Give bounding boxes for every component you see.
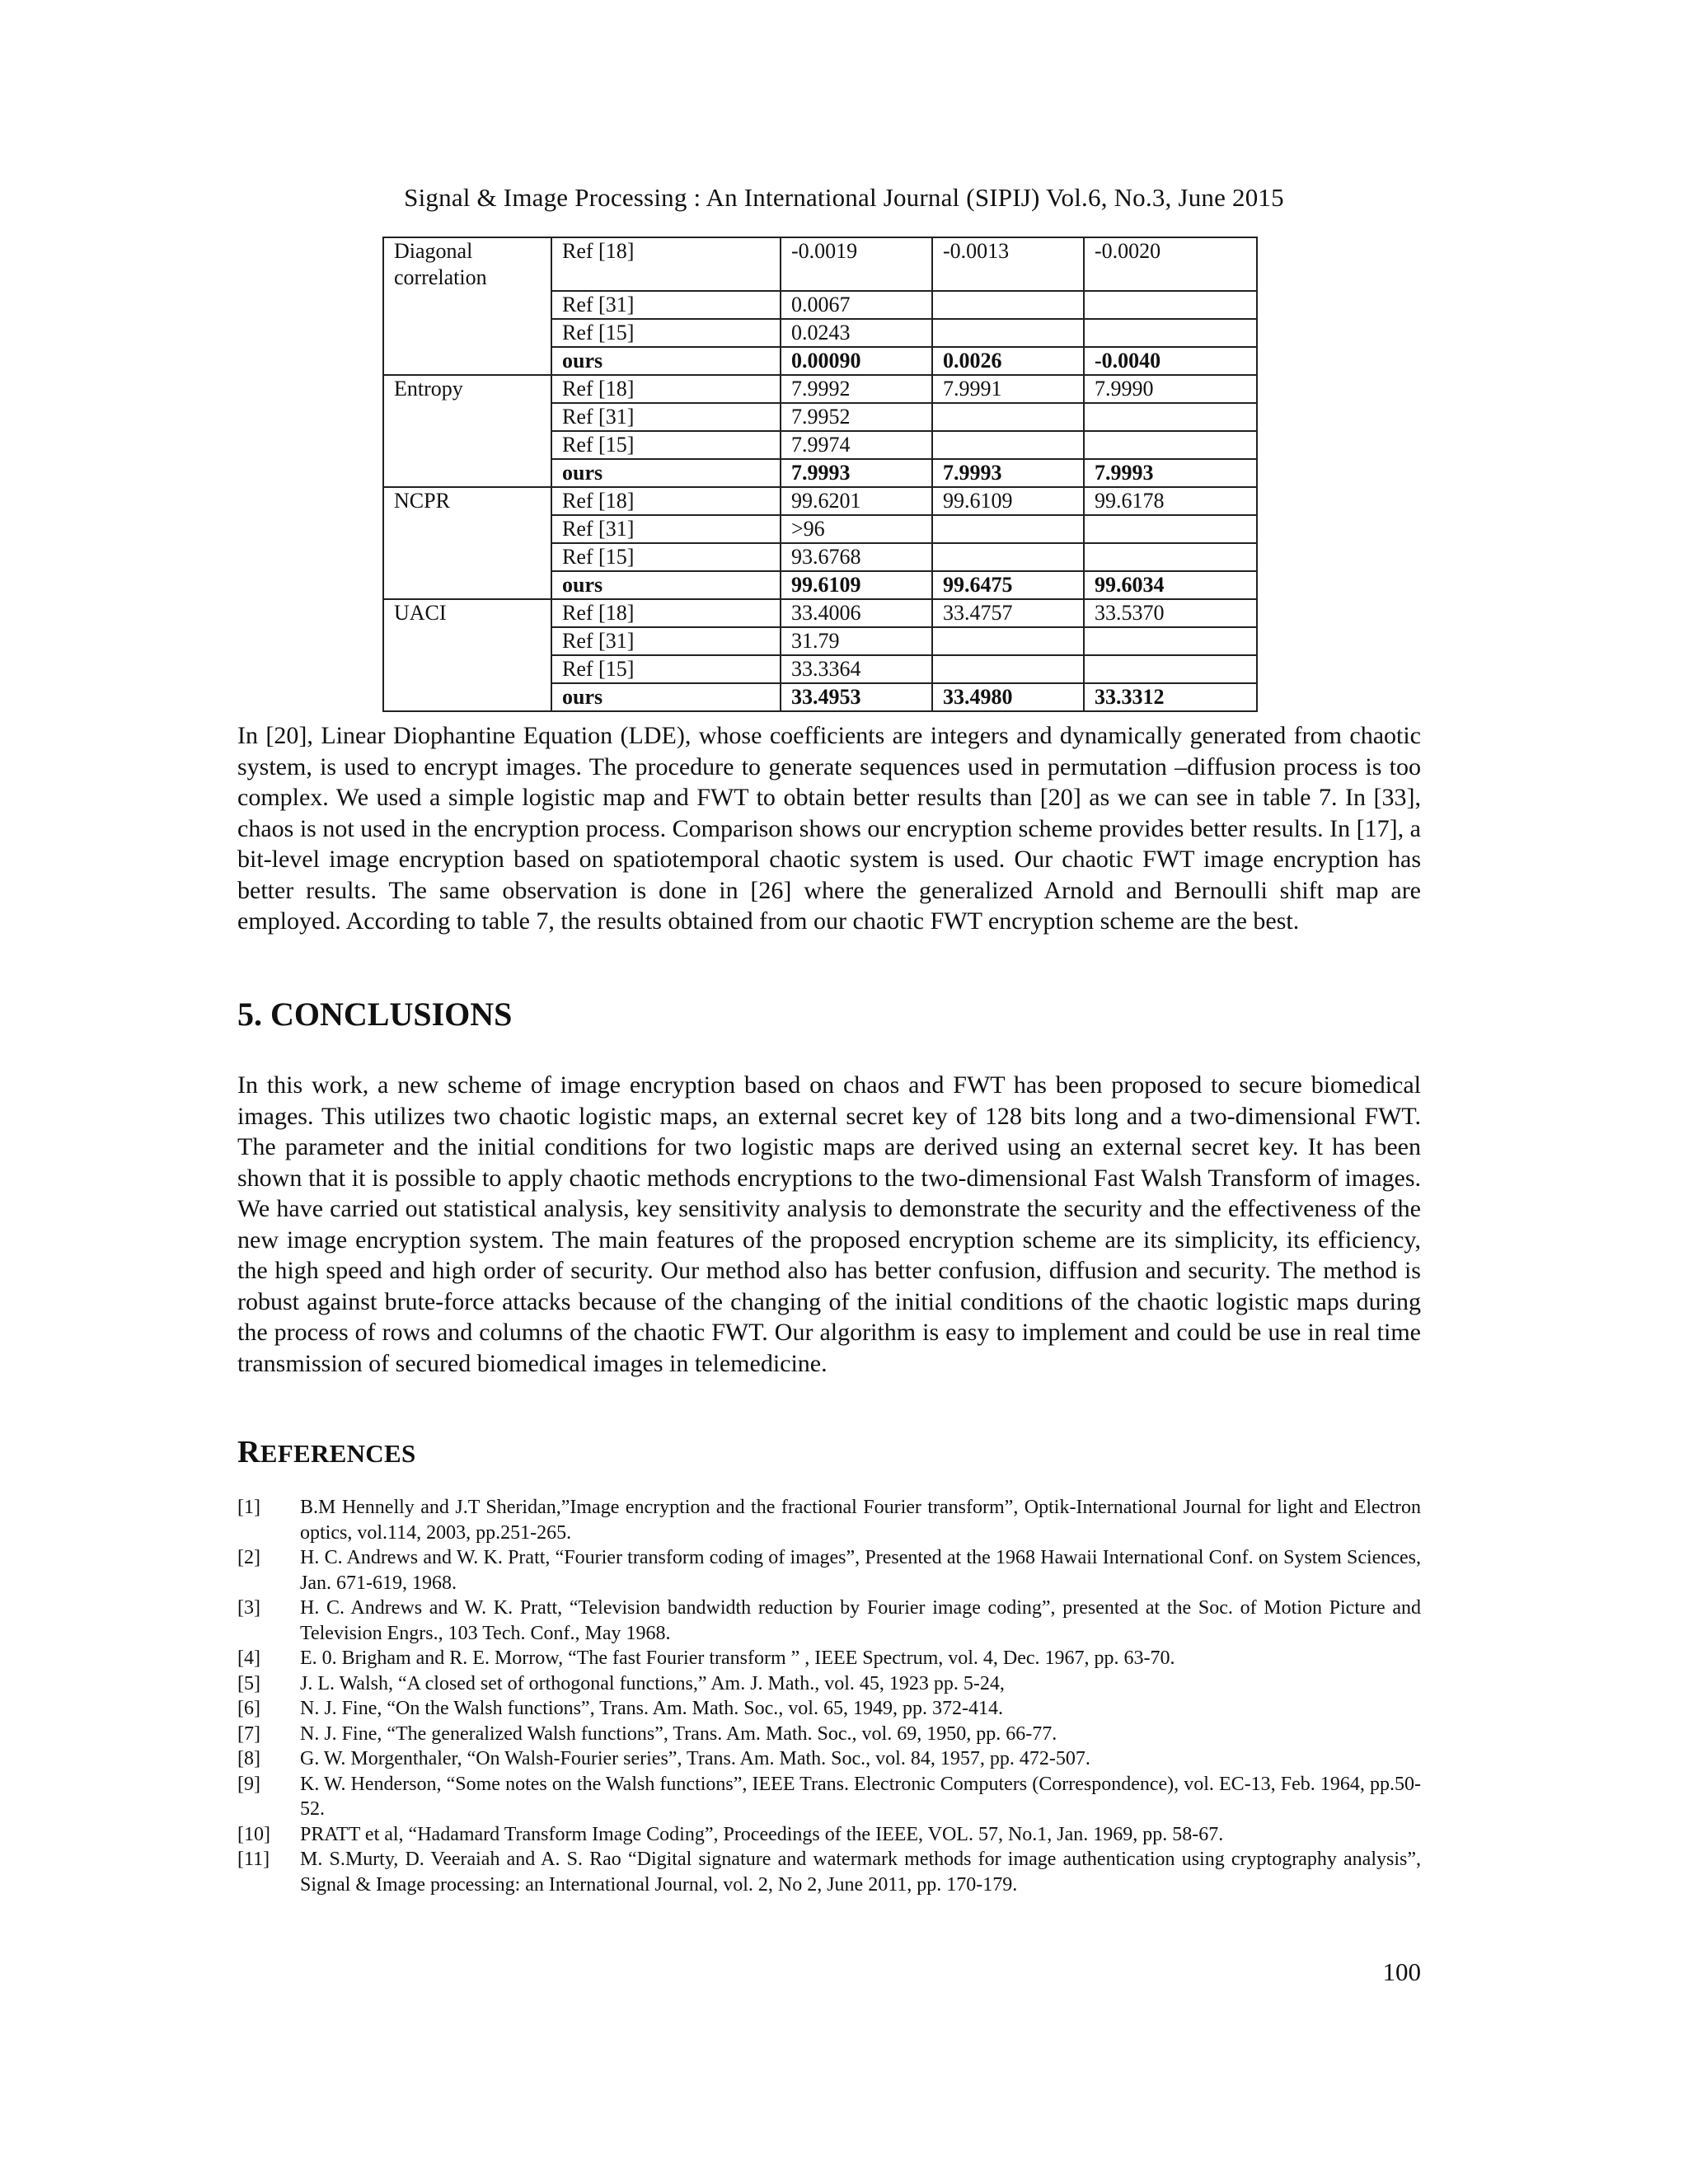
table-row — [383, 543, 1257, 571]
value-cell — [1084, 431, 1257, 459]
value-cell: 0.0067 — [781, 291, 932, 319]
reference-cell: Ref [15] — [551, 319, 781, 347]
table-row — [383, 459, 1257, 487]
table-row — [383, 319, 1257, 347]
value-cell — [932, 515, 1084, 543]
reference-cell: ours — [551, 459, 781, 487]
reference-cell: Ref [18] — [551, 599, 781, 627]
value-cell: 31.79 — [781, 627, 932, 655]
reference-cell: ours — [551, 571, 781, 599]
reference-number: [5] — [237, 1672, 260, 1694]
reference-item — [237, 1596, 1421, 1646]
metric-cell: UACI — [383, 599, 551, 627]
value-cell: 93.6768 — [781, 543, 932, 571]
value-cell: 33.4757 — [932, 599, 1084, 627]
table-row — [383, 237, 1257, 291]
metric-cell — [383, 431, 551, 459]
metric-cell: NCPR — [383, 487, 551, 515]
value-cell: 7.9974 — [781, 431, 932, 459]
metric-cell — [383, 403, 551, 431]
reference-cell: Ref [31] — [551, 291, 781, 319]
reference-cell: Ref [31] — [551, 515, 781, 543]
reference-cell: Ref [15] — [551, 543, 781, 571]
reference-item — [237, 1772, 1421, 1822]
reference-number: [8] — [237, 1748, 260, 1769]
running-header: Signal & Image Processing : An International Journal (SIPIJ) Vol.6, No.3, June 2015 — [404, 183, 1284, 212]
reference-text: N. J. Fine, “The generalized Walsh functions”, Trans. Am. Math. Soc., vol. 69, 1950, pp. 66-77. — [300, 1722, 1057, 1745]
reference-cell: Ref [18] — [551, 487, 781, 515]
value-cell — [932, 543, 1084, 571]
metric-cell: Entropy — [383, 375, 551, 403]
metric-cell — [383, 627, 551, 655]
value-cell: 33.4980 — [932, 683, 1084, 711]
metric-cell — [383, 459, 551, 487]
value-cell: 7.9993 — [781, 459, 932, 487]
value-cell: 7.9952 — [781, 403, 932, 431]
reference-number: [6] — [237, 1698, 260, 1719]
value-cell — [932, 291, 1084, 319]
table-row — [383, 431, 1257, 459]
metric-cell — [383, 291, 551, 319]
reference-cell: Ref [31] — [551, 627, 781, 655]
value-cell: -0.0020 — [1084, 237, 1257, 291]
value-cell: -0.0013 — [932, 237, 1084, 291]
metric-cell — [383, 347, 551, 375]
reference-text: J. L. Walsh, “A closed set of orthogonal functions,” Am. J. Math., vol. 45, 1923 pp. 5-24, — [300, 1672, 1005, 1694]
reference-cell: ours — [551, 683, 781, 711]
value-cell — [1084, 291, 1257, 319]
page-number: 100 — [1382, 1957, 1421, 1986]
metric-cell — [383, 543, 551, 571]
value-cell: 33.4953 — [781, 683, 932, 711]
value-cell — [1084, 655, 1257, 683]
value-cell — [932, 319, 1084, 347]
reference-number: [10] — [237, 1823, 270, 1845]
references-list — [237, 1495, 1421, 1897]
reference-cell: Ref [18] — [551, 237, 781, 291]
value-cell — [932, 403, 1084, 431]
table-row — [383, 347, 1257, 375]
metric-cell — [383, 319, 551, 347]
value-cell — [932, 655, 1084, 683]
value-cell: 99.6201 — [781, 487, 932, 515]
table-row — [383, 683, 1257, 711]
reference-cell: Ref [15] — [551, 431, 781, 459]
reference-text: E. 0. Brigham and R. E. Morrow, “The fast Fourier transform ” , IEEE Spectrum, vol. 4, Dec. 1967, pp. 63-70. — [300, 1647, 1175, 1669]
table-row — [383, 291, 1257, 319]
value-cell: 7.9990 — [1084, 375, 1257, 403]
value-cell: 7.9992 — [781, 375, 932, 403]
reference-text: N. J. Fine, “On the Walsh functions”, Trans. Am. Math. Soc., vol. 65, 1949, pp. 372-414. — [300, 1698, 1003, 1719]
value-cell: 33.3364 — [781, 655, 932, 683]
reference-item — [237, 1696, 1421, 1722]
metric-cell: Diagonal correlation — [383, 237, 551, 291]
metric-cell — [383, 683, 551, 711]
metric-cell — [383, 655, 551, 683]
reference-text: H. C. Andrews and W. K. Pratt, “Fourier transform coding of images”, Presented at the 1968 Hawaii International Conf. on System Sciences, Jan. 671-619, 1968. — [300, 1547, 1421, 1594]
reference-text: H. C. Andrews and W. K. Pratt, “Television bandwidth reduction by Fourier image coding”, presented at the Soc. of Motion Picture and Television Engrs., 103 Tech. Conf., May 1968. — [300, 1597, 1421, 1644]
metric-cell — [383, 571, 551, 599]
conclusions-paragraph: In this work, a new scheme of image encryption based on chaos and FWT has been proposed to secure biomedical images. This utilizes two chaotic logistic maps, an external secret key of 128 bits long and a two-dimensional FWT. The parameter and the initial conditions for two logistic maps are derived using an external secret key. It has been shown that it is possible to apply chaotic methods encryptions to the two-dimensional Fast Walsh Transform of images. We have carried out statistical analysis, key sensitivity analysis to demonstrate the security and the effectiveness of the new image encryption system. The main features of the proposed encryption scheme are its simplicity, its efficiency, the high speed and high order of security. Our method also has better confusion, diffusion and security. The method is robust against brute-force attacks because of the changing of the initial conditions of the chaotic logistic maps during the process of rows and columns of the chaotic FWT. Our algorithm is easy to implement and could be use in real time transmission of secured biomedical images in telemedicine. — [237, 1071, 1421, 1377]
reference-cell: Ref [18] — [551, 375, 781, 403]
value-cell: -0.0040 — [1084, 347, 1257, 375]
value-cell — [1084, 319, 1257, 347]
reference-item — [237, 1545, 1421, 1596]
value-cell: 33.5370 — [1084, 599, 1257, 627]
reference-text: G. W. Morgenthaler, “On Walsh-Fourier series”, Trans. Am. Math. Soc., vol. 84, 1957, pp. 472-507. — [300, 1748, 1090, 1769]
reference-item — [237, 1722, 1421, 1747]
value-cell: 0.00090 — [781, 347, 932, 375]
reference-item — [237, 1822, 1421, 1848]
metric-cell — [383, 515, 551, 543]
reference-number: [7] — [237, 1722, 260, 1745]
value-cell: -0.0019 — [781, 237, 932, 291]
reference-number: [2] — [237, 1547, 260, 1568]
reference-text: K. W. Henderson, “Some notes on the Walsh functions”, IEEE Trans. Electronic Computers (Correspondence), vol. EC-13, Feb. 1964, pp.50-52. — [300, 1773, 1421, 1820]
value-cell: >96 — [781, 515, 932, 543]
value-cell — [1084, 403, 1257, 431]
value-cell: 0.0243 — [781, 319, 932, 347]
table-row — [383, 571, 1257, 599]
reference-text: B.M Hennelly and J.T Sheridan,”Image encryption and the fractional Fourier transform”, Optik-International Journal for light and Electron optics, vol.114, 2003, pp.251-265. — [300, 1497, 1421, 1544]
reference-item — [237, 1495, 1421, 1545]
reference-cell: Ref [15] — [551, 655, 781, 683]
reference-number: [9] — [237, 1773, 260, 1795]
reference-cell: Ref [31] — [551, 403, 781, 431]
value-cell: 7.9991 — [932, 375, 1084, 403]
reference-item — [237, 1646, 1421, 1671]
reference-cell: ours — [551, 347, 781, 375]
reference-text: PRATT et al, “Hadamard Transform Image Coding”, Proceedings of the IEEE, VOL. 57, No.1, Jan. 1969, pp. 58-67. — [300, 1823, 1224, 1845]
value-cell: 99.6109 — [781, 571, 932, 599]
table-row — [383, 487, 1257, 515]
value-cell: 0.0026 — [932, 347, 1084, 375]
value-cell — [1084, 515, 1257, 543]
value-cell: 7.9993 — [932, 459, 1084, 487]
value-cell: 99.6109 — [932, 487, 1084, 515]
table-row — [383, 403, 1257, 431]
comparison-table — [382, 237, 1258, 712]
discussion-paragraph: In [20], Linear Diophantine Equation (LDE), whose coefficients are integers and dynamically generated from chaotic system, is used to encrypt images. The procedure to generate sequences used in permutation –diffusion process is too complex. We used a simple logistic map and FWT to obtain better results than [20] as we can see in table 7. In [33], chaos is not used in the encryption process. Comparison shows our encryption scheme provides better results. In [17], a bit-level image encryption based on spatiotemporal chaotic system is used. Our chaotic FWT image encryption has better results. The same observation is done in [26] where the generalized Arnold and Bernoulli shift map are employed. According to table 7, the results obtained from our chaotic FWT encryption scheme are the best. — [237, 722, 1421, 935]
value-cell — [1084, 627, 1257, 655]
reference-number: [4] — [237, 1647, 260, 1669]
reference-item — [237, 1746, 1421, 1772]
table-row — [383, 599, 1257, 627]
value-cell: 33.4006 — [781, 599, 932, 627]
reference-number: [1] — [237, 1497, 260, 1518]
reference-item — [237, 1847, 1421, 1897]
section-title: 5. CONCLUSIONS — [237, 996, 513, 1033]
table-row — [383, 655, 1257, 683]
table-row — [383, 515, 1257, 543]
value-cell — [932, 627, 1084, 655]
reference-number: [11] — [237, 1849, 270, 1870]
value-cell: 99.6178 — [1084, 487, 1257, 515]
references-title: REFERENCES — [237, 1435, 416, 1469]
reference-item — [237, 1671, 1421, 1697]
reference-number: [3] — [237, 1597, 260, 1619]
value-cell — [932, 431, 1084, 459]
value-cell: 99.6475 — [932, 571, 1084, 599]
table-row — [383, 627, 1257, 655]
value-cell: 33.3312 — [1084, 683, 1257, 711]
table-row — [383, 375, 1257, 403]
reference-text: M. S.Murty, D. Veeraiah and A. S. Rao “Digital signature and watermark methods for image authentication using cryptography analysis”, Signal & Image processing: an International Journal, vol. 2, No 2, June 2011, pp. 170-179. — [300, 1849, 1421, 1896]
value-cell — [1084, 543, 1257, 571]
value-cell: 7.9993 — [1084, 459, 1257, 487]
value-cell: 99.6034 — [1084, 571, 1257, 599]
